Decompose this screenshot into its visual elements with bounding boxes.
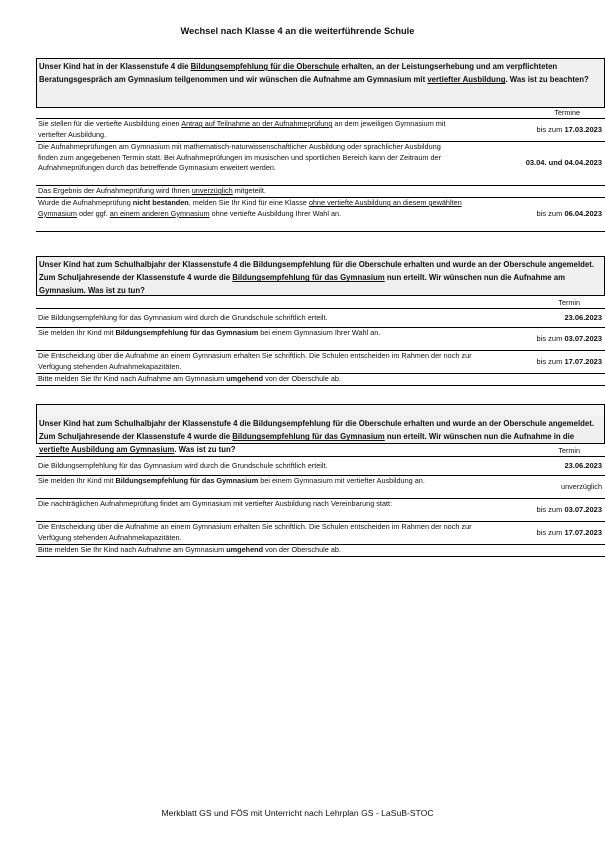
section-3-table bbox=[36, 456, 605, 557]
deadline-date: 03.07.2023 bbox=[564, 333, 602, 343]
section-1-question: Unser Kind hat in der Klassenstufe 4 die Bildungsempfehlung für die Oberschule erhalten, an der Leistungserhebung und am verpflichteten Beratungsgespräch am Gymnasium teilgenommen und wir wünschen die Aufnahme am Gymnasium mit vertiefter Ausbildung. Was ist zu beachten? bbox=[36, 58, 605, 108]
page-footer: Merkblatt GS und FÖS mit Unterricht nach Lehrplan GS - LaSuB-STOC bbox=[161, 808, 434, 818]
table-row: Die Bildungsempfehlung für das Gymnasium wird durch die Grundschule schriftlich erteilt. 23.06.2023 bbox=[36, 309, 605, 328]
table-row: Bitte melden Sie Ihr Kind nach Aufnahme am Gymnasium umgehend von der Oberschule ab. bbox=[36, 545, 605, 557]
link-bildungsempfehlung-gymnasium: Bildungsempfehlung für das Gymnasium bbox=[232, 432, 385, 442]
section-gymnasium-nach-schuljahresende bbox=[36, 256, 605, 386]
table-row: Sie melden Ihr Kind mit Bildungsempfehlung für das Gymnasium bei einem Gymnasium mit vertiefter Ausbildung an. unverzüglich bbox=[36, 476, 605, 499]
table-row: Die Aufnahmeprüfungen am Gymnasium mit mathematisch-naturwissenschaftlicher Ausbildung oder sprachlicher Ausbildung finden zum angegebenen Termin statt. Bei Aufnahmeprüfungen im musischen und sportlichen Bereich kann der Zeitraum der Aufnahmeprüfungen durch das betreffende Gymnasium erweitert werden. 03.04. und 04.04.2023 bbox=[36, 142, 605, 186]
table-row: Das Ergebnis der Aufnahmeprüfung wird Ihnen unverzüglich mitgeteilt. bbox=[36, 186, 605, 198]
link-bildungsempfehlung-gymnasium: Bildungsempfehlung für das Gymnasium bbox=[232, 273, 385, 283]
deadline-date: 03.04. und 04.04.2023 bbox=[464, 142, 605, 186]
deadline-date: 17.07.2023 bbox=[564, 527, 602, 537]
link-vertiefte-ausbildung-gymnasium: vertiefte Ausbildung am Gymnasium bbox=[39, 445, 175, 455]
deadline-date: 23.06.2023 bbox=[476, 457, 605, 476]
section-vertiefte-ausbildung-nach-schuljahresende bbox=[36, 404, 605, 557]
deadline-date: 17.07.2023 bbox=[564, 356, 602, 366]
section-2-table bbox=[36, 308, 605, 386]
link-vertiefte-ausbildung: vertiefter Ausbildung bbox=[427, 75, 506, 85]
link-bildungsempfehlung-oberschule: Bildungsempfehlung für die Oberschule bbox=[190, 62, 340, 71]
deadline-date: 03.07.2023 bbox=[564, 504, 602, 514]
deadline-date: 17.03.2023 bbox=[564, 124, 602, 134]
section-vertiefte-ausbildung-oberschulempfehlung bbox=[36, 58, 605, 232]
table-row: Bitte melden Sie Ihr Kind nach Aufnahme am Gymnasium umgehend von der Oberschule ab. bbox=[36, 374, 605, 386]
section-2-question: Unser Kind hat zum Schulhalbjahr der Klassenstufe 4 die Bildungsempfehlung für die Oberschule erhalten und wurde an der Oberschule angemeldet. Zum Schuljahresende der Klassenstufe 4 wurde die Bildungsempfehlung für das Gymnasium nun erteilt. Wir wünschen nun die Aufnahme am Gymnasium. Was ist zu tun? bbox=[36, 256, 605, 296]
termin-header: Termin bbox=[558, 446, 580, 455]
table-row: Die Bildungsempfehlung für das Gymnasium wird durch die Grundschule schriftlich erteilt. 23.06.2023 bbox=[36, 457, 605, 476]
section-1-table bbox=[36, 118, 605, 232]
table-row: Sie melden Ihr Kind mit Bildungsempfehlung für das Gymnasium bei einem Gymnasium Ihrer Wahl an. bis zum 03.07.2023 bbox=[36, 328, 605, 351]
table-row: Die Entscheidung über die Aufnahme an einem Gymnasium erhalten Sie schriftlich. Die Schulen entscheiden im Rahmen der noch zur Verfügung stehenden Aufnahmekapazitäten. bis zum 17.07.2023 bbox=[36, 522, 605, 545]
table-row: Sie stellen für die vertiefte Ausbildung einen Antrag auf Teilnahme an der Aufnahmeprüfung an dem jeweiligen Gymnasium mit vertiefter Ausbildung. bis zum 17.03.2023 bbox=[36, 119, 605, 142]
page-title: Wechsel nach Klasse 4 an die weiterführende Schule bbox=[180, 26, 415, 36]
termine-header: Termine bbox=[554, 108, 580, 117]
deadline-date: 23.06.2023 bbox=[476, 309, 605, 328]
section-3-question: Unser Kind hat zum Schulhalbjahr der Klassenstufe 4 die Bildungsempfehlung für die Oberschule erhalten und wurde an der Oberschule angemeldet. Zum Schuljahresende der Klassenstufe 4 wurde die Bildungsempfehlung für das Gymnasium nun erteilt. Wir wünschen nun die Aufnahme in die vertiefte Ausbildung am Gymnasium. Was ist zu tun? bbox=[36, 416, 605, 444]
deadline-date: 06.04.2023 bbox=[564, 209, 602, 219]
termin-header: Termin bbox=[558, 298, 580, 307]
table-row: Wurde die Aufnahmeprüfung nicht bestanden, melden Sie Ihr Kind für eine Klasse ohne vertiefte Ausbildung an diesem gewählten Gymnasium oder ggf. an einem anderen Gymnasium ohne vertiefte Ausbildung Ihrer Wahl an. bis zum 06.04.2023 bbox=[36, 198, 605, 232]
table-row: Die Entscheidung über die Aufnahme an einem Gymnasium erhalten Sie schriftlich. Die Schulen entscheiden im Rahmen der noch zur Verfügung stehenden Aufnahmekapazitäten. bis zum 17.07.2023 bbox=[36, 351, 605, 374]
table-row: Die nachträglichen Aufnahmeprüfung findet am Gymnasium mit vertiefter Ausbildung nach Vereinbarung statt: bis zum 03.07.2023 bbox=[36, 499, 605, 522]
deadline-date: unverzüglich bbox=[476, 476, 605, 499]
